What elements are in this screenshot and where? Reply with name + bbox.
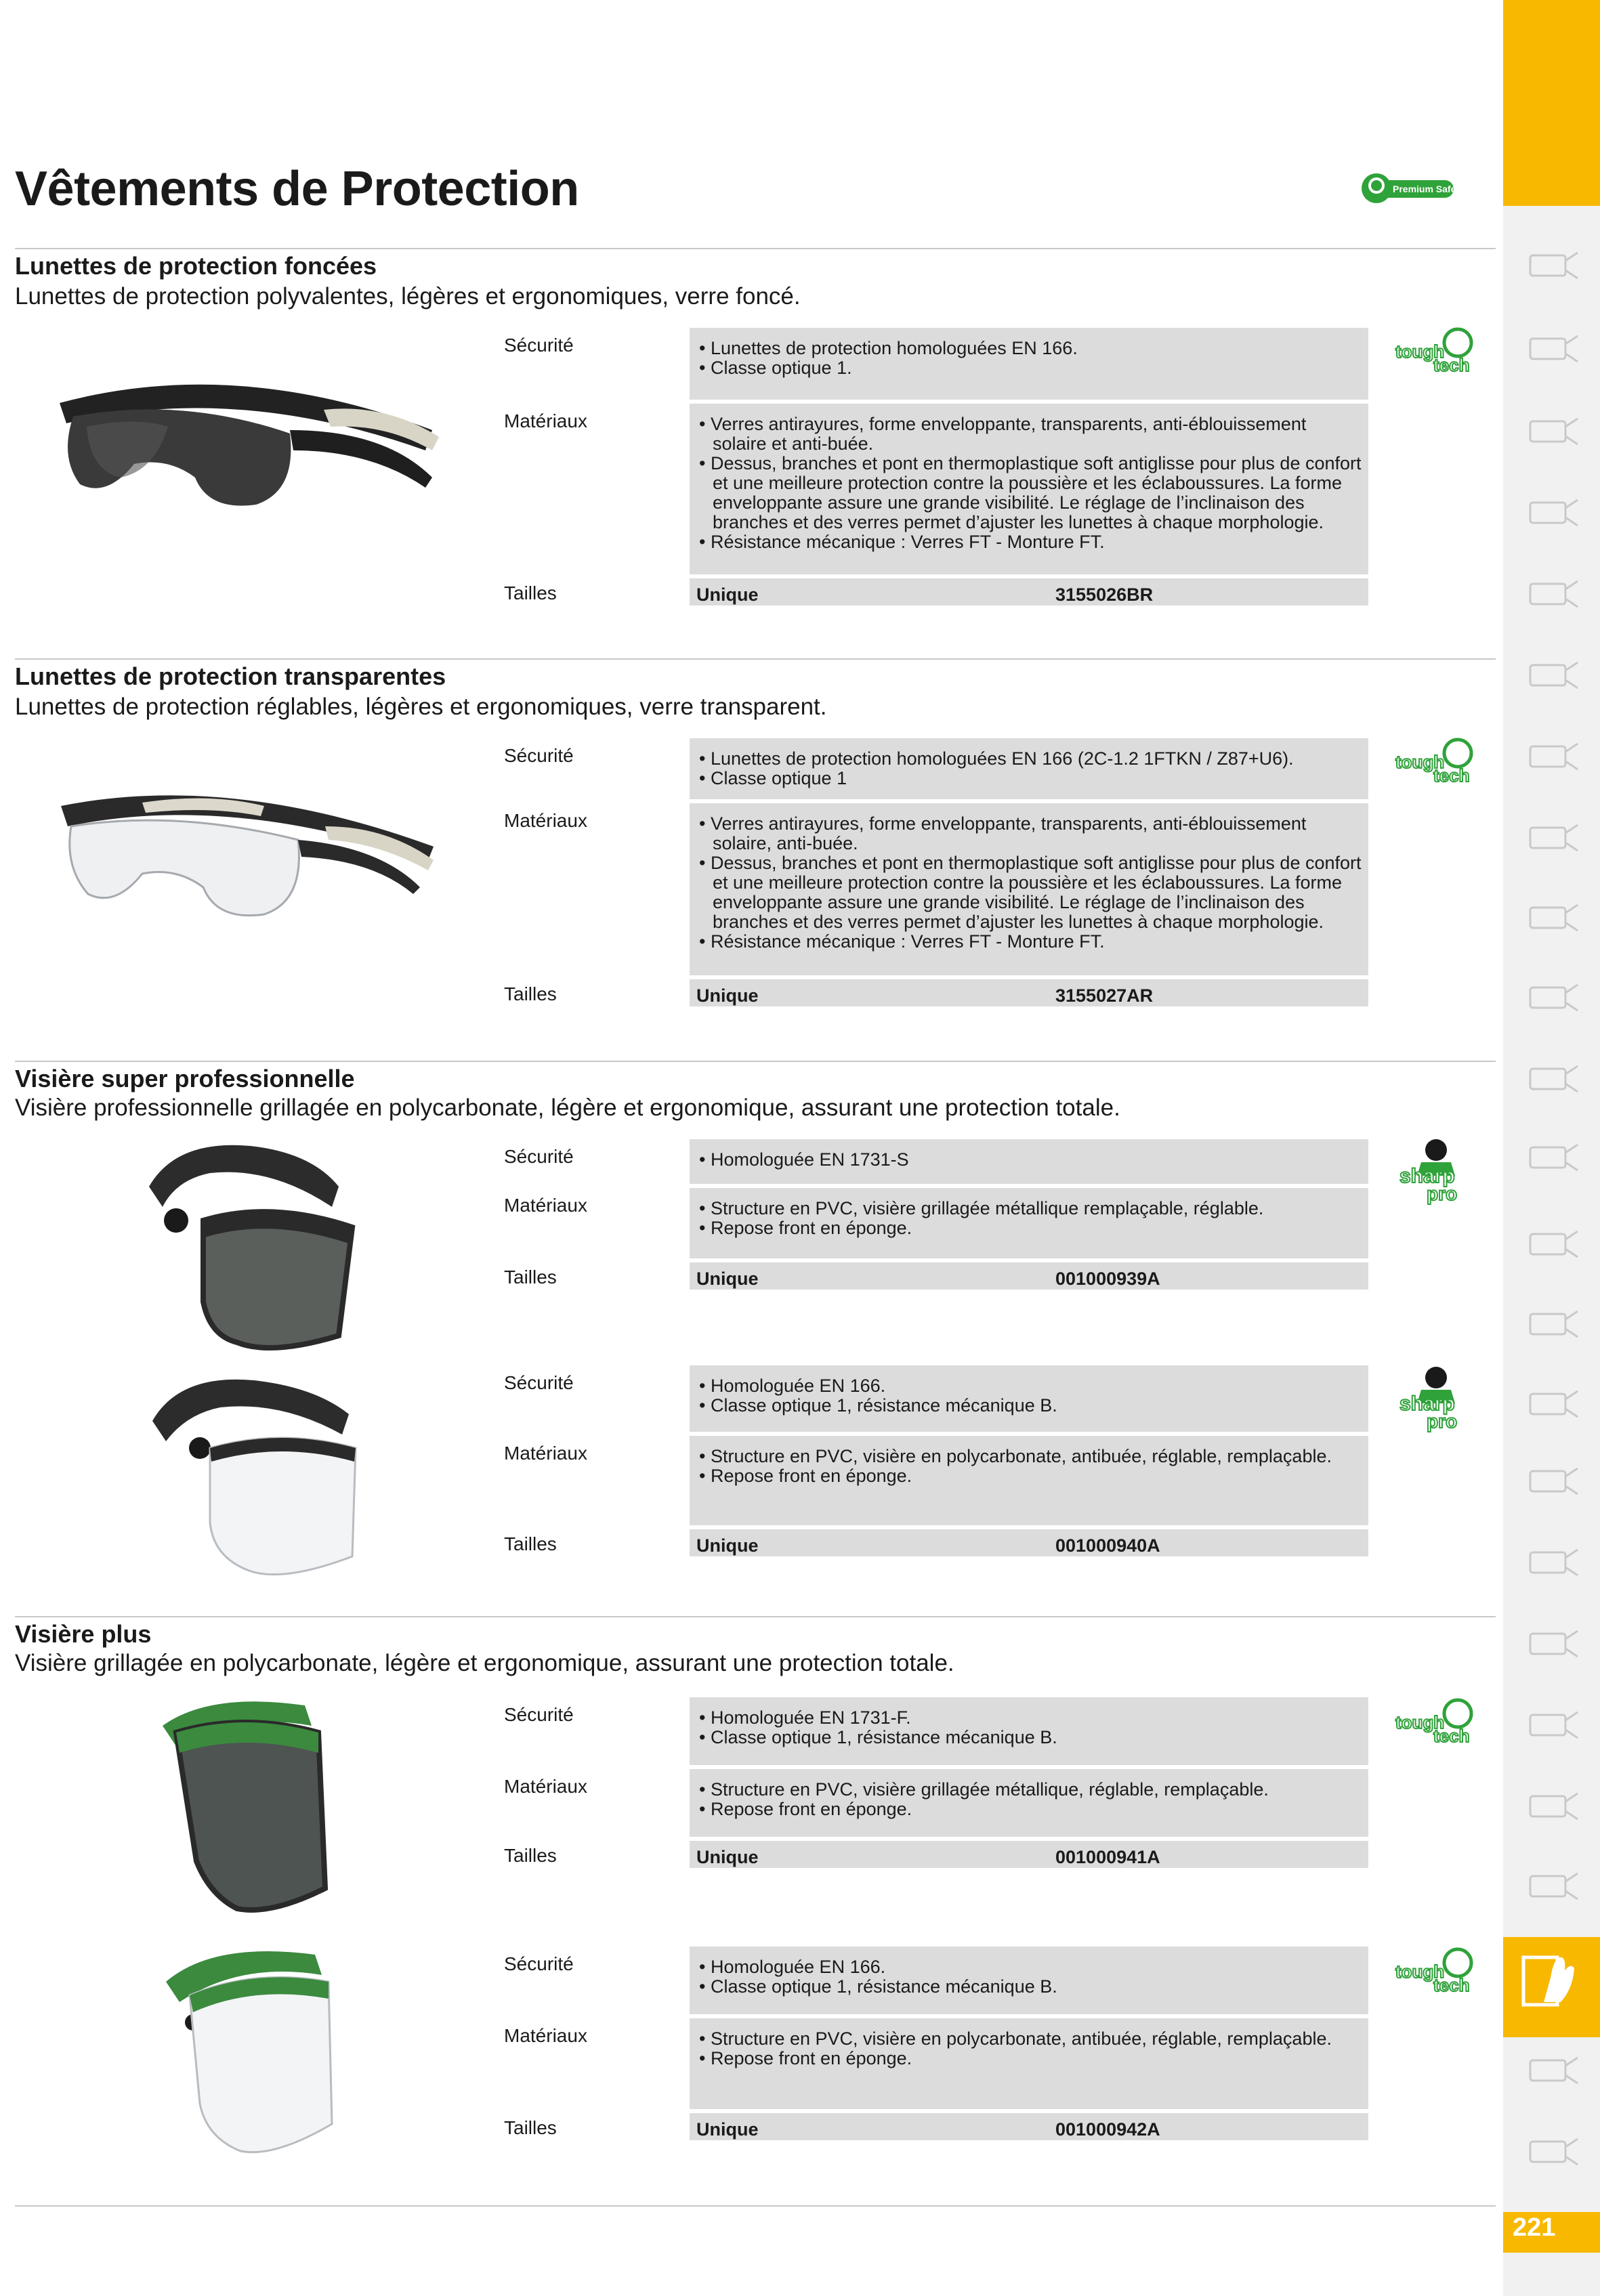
spec-line: • Dessus, branches et pont en thermoplastique soft antiglisse pour plus de confort et une meilleure protection contre la poussière et les éclaboussures. La forme enveloppante assure une grande visibilité. Le réglage de l’inclinaison des branches et des verres permet d’ajuster les lunettes à chaque morphologie. xyxy=(699,853,1362,932)
spec-line: • Classe optique 1, résistance mécanique B. xyxy=(699,1727,1057,1747)
spec-line: • Dessus, branches et pont en thermoplastique soft antiglisse pour plus de confort et une meilleure protection contre la poussière et les éclaboussures. La forme enveloppante assure une grande visibilité. Le réglage de l’inclinaison des branches et des verres permet d’ajuster les lunettes à chaque morphologie. xyxy=(699,453,1362,532)
spec-label: Sécurité xyxy=(494,328,690,400)
spec-label: Matériaux xyxy=(494,1769,690,1837)
scarifier-icon[interactable] xyxy=(1521,973,1583,1023)
tough-tech-logo xyxy=(1393,328,1481,377)
tough-tech-logo xyxy=(1393,1699,1481,1748)
product-subtitle: Visière grillagée en polycarbonate, légère et ergonomique, assurant une protection totale. xyxy=(15,1650,954,1676)
clear-visor-image xyxy=(146,1367,362,1587)
spec-value xyxy=(690,979,1368,1006)
premium-safety-badge xyxy=(1359,169,1465,211)
svg-text:tough: tough xyxy=(1395,752,1445,772)
chainsaw-icon[interactable] xyxy=(1521,324,1583,374)
ride-on-mower-icon[interactable] xyxy=(1521,1054,1583,1104)
svg-text:tough: tough xyxy=(1395,1712,1445,1732)
spec-line: • Homologuée EN 166. xyxy=(699,1957,886,1977)
generator-icon[interactable] xyxy=(1521,1781,1583,1831)
spec-line: • Homologuée EN 1731-S xyxy=(699,1149,909,1170)
spec-value xyxy=(690,1697,1368,1765)
spec-line: • Classe optique 1 xyxy=(699,768,847,788)
spec-row-materials xyxy=(494,1188,1368,1258)
vacuum-icon[interactable] xyxy=(1521,1619,1583,1669)
spec-row-materials xyxy=(494,1436,1368,1525)
svg-text:sharp: sharp xyxy=(1399,1165,1455,1187)
auger-icon[interactable] xyxy=(1521,1456,1583,1506)
product-code: 001000942A xyxy=(1055,2119,1160,2140)
spec-row-security xyxy=(494,1947,1368,2014)
sharp-pro-logo xyxy=(1397,1363,1478,1441)
robot-mower-icon[interactable] xyxy=(1521,731,1583,782)
product-subtitle: Lunettes de protection polyvalentes, légères et ergonomiques, verre foncé. xyxy=(15,283,801,310)
svg-text:pro: pro xyxy=(1427,1411,1458,1432)
blower-icon[interactable] xyxy=(1521,1537,1583,1588)
spec-label: Tailles xyxy=(494,1529,690,1556)
spec-table xyxy=(494,1365,1368,1560)
spec-row-security xyxy=(494,738,1368,799)
svg-text:tech: tech xyxy=(1433,765,1470,786)
size-value: Unique xyxy=(696,2119,759,2140)
page-number: 221 xyxy=(1513,2213,1556,2242)
lawnmower-icon[interactable] xyxy=(1521,650,1583,700)
spec-table xyxy=(494,328,1368,610)
spec-value xyxy=(690,1947,1368,2014)
self-propelled-mower-icon[interactable] xyxy=(1521,893,1583,943)
spec-row-security xyxy=(494,328,1368,400)
spec-label: Tailles xyxy=(494,578,690,605)
size-value: Unique xyxy=(696,584,759,605)
product-subtitle: Lunettes de protection réglables, légères et ergonomiques, verre transparent. xyxy=(15,694,827,720)
spec-value xyxy=(690,1529,1368,1556)
category-sidebar xyxy=(1503,0,1600,2296)
spec-line: • Repose front en éponge. xyxy=(699,1218,912,1238)
spec-line: • Repose front en éponge. xyxy=(699,2048,912,2068)
spec-row-sizes xyxy=(494,2113,1368,2140)
spec-row-materials xyxy=(494,404,1368,574)
tshirt-icon[interactable] xyxy=(1521,2045,1583,2096)
hedge-trimmer-icon[interactable] xyxy=(1521,488,1583,538)
page-title: Vêtements de Protection xyxy=(15,162,579,216)
spec-line: • Résistance mécanique : Verres FT - Monture FT. xyxy=(699,931,1105,952)
spec-label: Tailles xyxy=(494,1262,690,1290)
spec-line: • Structure en PVC, visière en polycarbonate, antibuée, réglable, remplaçable. xyxy=(699,2028,1332,2049)
spec-row-sizes xyxy=(494,1529,1368,1556)
sprayer-icon[interactable] xyxy=(1521,1132,1583,1183)
spec-value xyxy=(690,2113,1368,2140)
size-value: Unique xyxy=(696,1847,759,1867)
spec-label: Sécurité xyxy=(494,1697,690,1765)
spec-value xyxy=(690,1139,1368,1184)
spec-line: • Repose front en éponge. xyxy=(699,1466,912,1486)
svg-text:tech: tech xyxy=(1433,1975,1470,1995)
tough-tech-logo xyxy=(1393,1948,1481,1997)
product-subtitle: Visière professionnelle grillagée en polycarbonate, légère et ergonomique, assurant une protection totale. xyxy=(15,1094,1120,1121)
spec-line: • Homologuée EN 1731-F. xyxy=(699,1707,911,1728)
spec-row-security xyxy=(494,1139,1368,1184)
product-title: Lunettes de protection foncées xyxy=(15,252,377,280)
spec-label: Matériaux xyxy=(494,1188,690,1258)
spec-value xyxy=(690,1262,1368,1290)
spec-label: Sécurité xyxy=(494,1365,690,1432)
spec-value xyxy=(690,738,1368,799)
spec-row-sizes xyxy=(494,979,1368,1006)
size-value: Unique xyxy=(696,985,759,1006)
spec-value xyxy=(690,578,1368,605)
spec-table xyxy=(494,1139,1368,1294)
spec-line: • Verres antirayures, forme enveloppante, transparents, anti-éblouissement solaire, anti-buée. xyxy=(699,813,1307,853)
spec-line: • Classe optique 1, résistance mécanique B. xyxy=(699,1976,1057,1997)
product-title: Visière super professionnelle xyxy=(15,1065,355,1092)
spec-row-materials xyxy=(494,1769,1368,1837)
size-value: Unique xyxy=(696,1535,759,1556)
spec-row-security xyxy=(494,1697,1368,1765)
spec-value xyxy=(690,1188,1368,1258)
spec-row-materials xyxy=(494,2018,1368,2109)
svg-text:sharp: sharp xyxy=(1399,1393,1455,1415)
product-code: 001000940A xyxy=(1055,1535,1160,1556)
svg-text:tech: tech xyxy=(1433,1726,1470,1746)
spec-line: • Homologuée EN 166. xyxy=(699,1376,886,1396)
spec-table xyxy=(494,1947,1368,2144)
svg-text:tough: tough xyxy=(1395,1961,1445,1982)
header-rule xyxy=(15,248,1496,249)
sidebar-active-category[interactable] xyxy=(1503,1937,1600,2037)
spec-row-sizes xyxy=(494,1841,1368,1868)
spec-line: • Résistance mécanique : Verres FT - Monture FT. xyxy=(699,532,1105,552)
svg-text:pro: pro xyxy=(1427,1183,1458,1204)
product-code: 3155026BR xyxy=(1055,584,1154,605)
spec-row-sizes xyxy=(494,1262,1368,1290)
spec-value xyxy=(690,2018,1368,2109)
spec-label: Sécurité xyxy=(494,1947,690,2014)
battery-icon[interactable] xyxy=(1521,240,1583,291)
spec-line: • Structure en PVC, visière grillagée métallique, réglable, remplaçable. xyxy=(699,1779,1269,1800)
spec-row-materials xyxy=(494,803,1368,975)
spec-line: • Verres antirayures, forme enveloppante, transparents, anti-éblouissement solaire et anti-buée. xyxy=(699,414,1307,454)
trimmer-icon[interactable] xyxy=(1521,406,1583,456)
spec-value xyxy=(690,803,1368,975)
spec-line: • Structure en PVC, visière grillagée métallique remplaçable, réglable. xyxy=(699,1198,1264,1218)
spec-value xyxy=(690,328,1368,400)
spec-label: Sécurité xyxy=(494,1139,690,1184)
tiller-icon[interactable] xyxy=(1521,1379,1583,1429)
push-mower-icon[interactable] xyxy=(1521,813,1583,863)
product-title: Visière plus xyxy=(15,1620,152,1648)
dark-glasses-image xyxy=(33,342,466,589)
spec-label: Matériaux xyxy=(494,404,690,574)
spec-label: Sécurité xyxy=(494,738,690,799)
tough-tech-logo xyxy=(1393,738,1481,788)
spec-line: • Classe optique 1, résistance mécanique B. xyxy=(699,1395,1057,1416)
spec-line: • Lunettes de protection homologuées EN 166. xyxy=(699,338,1078,358)
product-code: 001000939A xyxy=(1055,1269,1160,1289)
spec-line: • Lunettes de protection homologuées EN 166 (2C-1.2 1FTKN / Z87+U6). xyxy=(699,748,1294,769)
size-value: Unique xyxy=(696,1269,759,1289)
spec-label: Tailles xyxy=(494,1841,690,1868)
badge-text: Premium Safety xyxy=(1393,184,1465,194)
footer-rule xyxy=(15,2205,1496,2207)
spec-value xyxy=(690,404,1368,574)
spec-row-sizes xyxy=(494,578,1368,605)
gloves-icon xyxy=(1503,1937,1600,2037)
spec-table xyxy=(494,1697,1368,1872)
spec-label: Tailles xyxy=(494,979,690,1006)
green-mesh-visor-image xyxy=(156,1692,339,1919)
clear-glasses-image xyxy=(41,759,447,979)
brushcutter-icon[interactable] xyxy=(1521,1299,1583,1349)
pump-icon[interactable] xyxy=(1521,1861,1583,1911)
green-clear-visor-image xyxy=(159,1941,342,2168)
section-rule xyxy=(15,1061,1496,1062)
spec-value xyxy=(690,1841,1368,1868)
pressure-washer-icon[interactable] xyxy=(1521,1219,1583,1269)
product-code: 001000941A xyxy=(1055,1847,1160,1867)
mesh-visor-image xyxy=(135,1132,366,1359)
accessories-icon[interactable] xyxy=(1521,2127,1583,2177)
sidebar-top-band xyxy=(1503,0,1600,206)
spec-label: Matériaux xyxy=(494,803,690,975)
log-splitter-icon[interactable] xyxy=(1521,1700,1583,1750)
spec-label: Matériaux xyxy=(494,2018,690,2109)
spec-row-security xyxy=(494,1365,1368,1432)
spec-table xyxy=(494,738,1368,1011)
pole-pruner-icon[interactable] xyxy=(1521,569,1583,619)
product-code: 3155027AR xyxy=(1055,985,1154,1006)
spec-value xyxy=(690,1436,1368,1525)
svg-text:tech: tech xyxy=(1433,355,1470,375)
spec-line: • Repose front en éponge. xyxy=(699,1799,912,1819)
spec-line: • Structure en PVC, visière en polycarbonate, antibuée, réglable, remplaçable. xyxy=(699,1446,1332,1466)
sharp-pro-logo xyxy=(1397,1135,1478,1213)
spec-label: Matériaux xyxy=(494,1436,690,1525)
svg-text:tough: tough xyxy=(1395,341,1445,362)
spec-line: • Classe optique 1. xyxy=(699,358,852,378)
product-title: Lunettes de protection transparentes xyxy=(15,662,446,690)
section-rule xyxy=(15,658,1496,660)
spec-label: Tailles xyxy=(494,2113,690,2140)
spec-value xyxy=(690,1365,1368,1432)
section-rule xyxy=(15,1616,1496,1617)
spec-value xyxy=(690,1769,1368,1837)
